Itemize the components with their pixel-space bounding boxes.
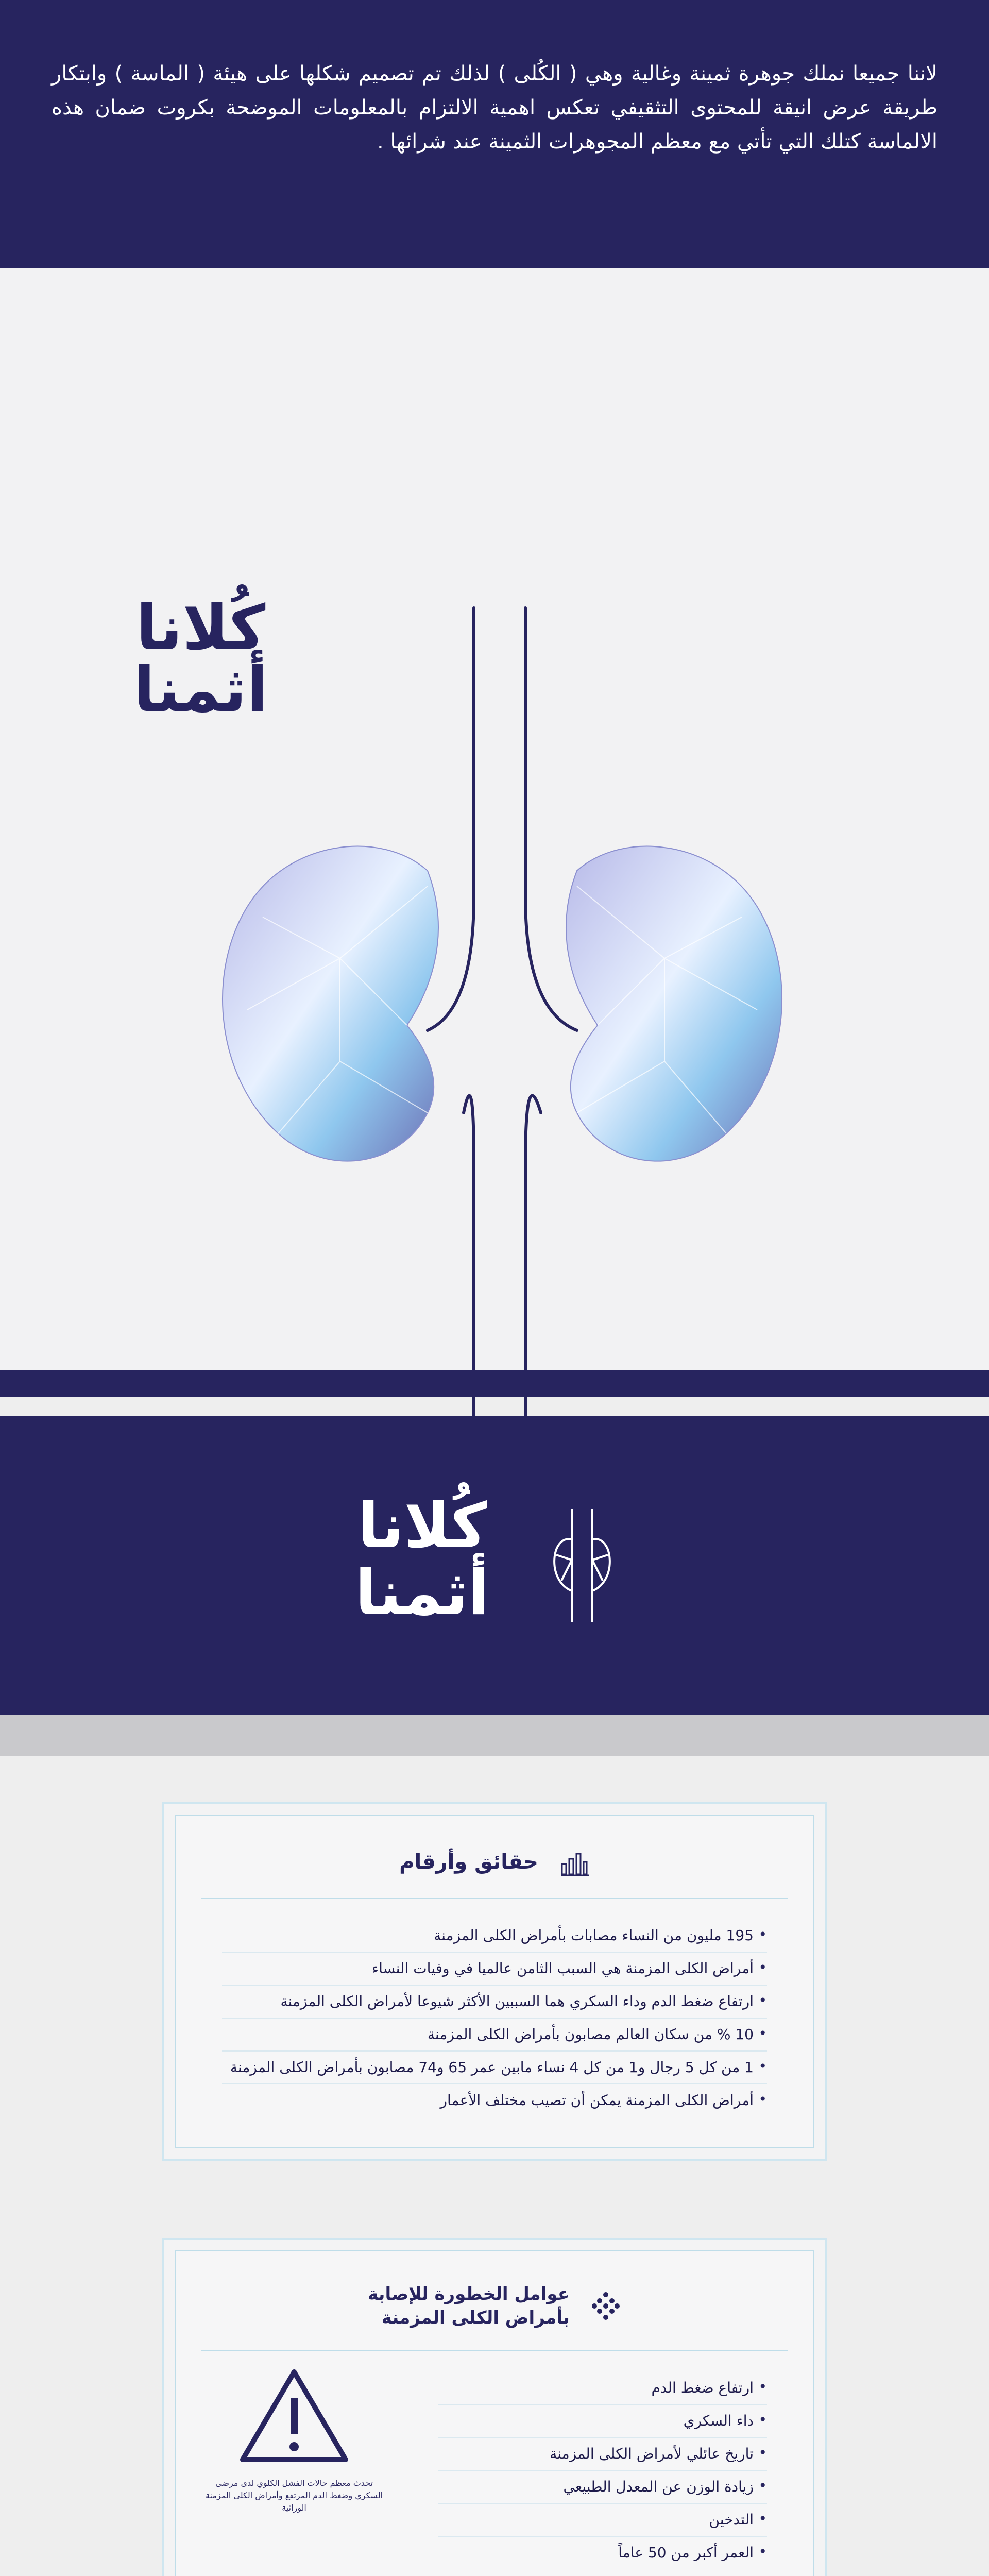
intro-band — [0, 0, 989, 268]
intro-text: لاننا جميعا نملك جوهرة ثمينة وغالية وهي ( الكُلى ) لذلك تم تصميم شكلها على هيئة ( الماسة ) وابتكار طريقة عرض انيقة للمحتوى التثقيفي تعكس اهمية الالتزام بالمعلومات الموضحة بكروت ضمان هذه الالماسة كتلك التي تأتي مع معظم المجوهرات الثمينة عند شرائها . — [52, 62, 937, 154]
diamond-kidneys-illustration — [185, 598, 814, 1468]
logo-line-2: أثمنا — [355, 1557, 489, 1629]
list-item: • 10 % من سكان العالم مصابون بأمراض الكلى المزمنة — [222, 2019, 767, 2052]
list-item: • أمراض الكلى المزمنة يمكن أن تصيب مختلف الأعمار — [222, 2084, 767, 2116]
brand-logo-outline — [355, 1490, 489, 1629]
grey-strip — [0, 1715, 989, 1756]
list-item: • تاريخ عائلي لأمراض الكلى المزمنة — [438, 2438, 767, 2471]
facts-title: حقائق وأرقام — [399, 1850, 538, 1874]
logo-line-1: كُلانا — [357, 1490, 487, 1562]
cards-container — [0, 1756, 989, 2576]
kidney-gem-icon — [546, 1498, 618, 1632]
logo-line-1: كُلانا — [136, 592, 266, 664]
risk-title-line-2: بأمراض الكلى المزمنة — [381, 2308, 570, 2328]
warning-box — [201, 2351, 387, 2514]
hero-section — [0, 268, 989, 1370]
list-item: • العمر أكبر من 50 عاماً — [438, 2537, 767, 2569]
warning-triangle-icon — [237, 2367, 351, 2465]
risk-title-line-1: عوامل الخطورة للإصابة — [368, 2284, 570, 2304]
list-item: • أمراض الكلى المزمنة هي السبب الثامن عالميا في وفيات النساء — [222, 1953, 767, 1986]
facts-card — [162, 1802, 827, 2161]
left-kidney-shape — [223, 846, 438, 1161]
risk-list — [418, 2351, 788, 2569]
list-item: • 1 من كل 5 رجال و1 من كل 4 نساء مابين عمر 65 و74 مصابون بأمراض الكلى المزمنة — [222, 2052, 767, 2084]
list-item: • التدخين — [438, 2504, 767, 2537]
facts-list — [201, 1899, 788, 2116]
logo-line-2: أثمنا — [133, 654, 268, 726]
bar-chart-icon — [559, 1846, 590, 1877]
warning-text: تحدث معظم حالات الفشل الكلوي لدى مرضى السكري وضغط الدم المرتفع وأمراض الكلى المزمنة الوراثية — [205, 2478, 383, 2513]
list-item: • داء السكري — [438, 2405, 767, 2438]
list-item: • زيادة الوزن عن المعدل الطبيعي — [438, 2471, 767, 2504]
logo-band — [0, 1416, 989, 1715]
dots-diamond-icon — [590, 2291, 621, 2321]
risk-card — [162, 2238, 827, 2576]
list-item: • ارتفاع ضغط الدم — [438, 2372, 767, 2405]
list-item: • 195 مليون من النساء مصابات بأمراض الكلى المزمنة — [222, 1920, 767, 1953]
list-item: • ارتفاع ضغط الدم وداء السكري هما السببين الأكثر شيوعا لأمراض الكلى المزمنة — [222, 1986, 767, 2019]
right-kidney-shape — [566, 846, 782, 1161]
